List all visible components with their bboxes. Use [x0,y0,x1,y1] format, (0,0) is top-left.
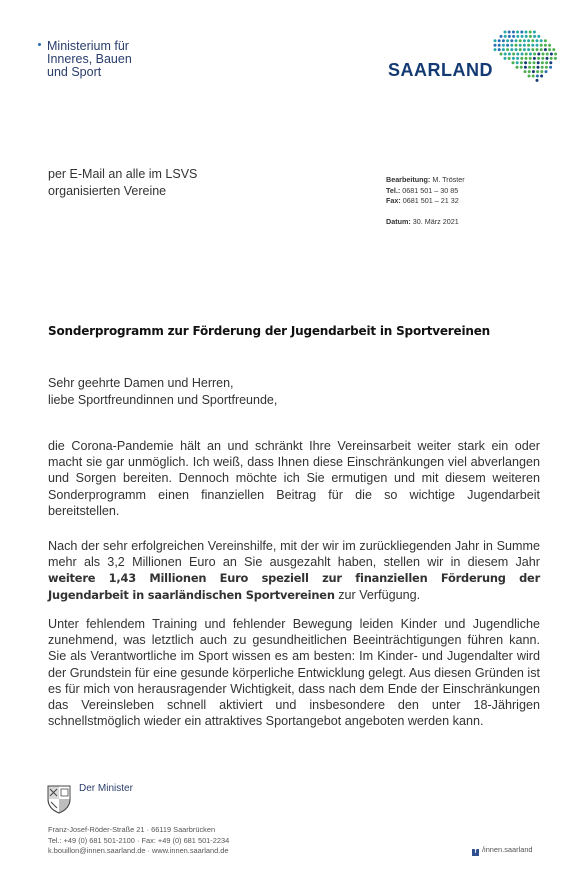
logo-dot [533,35,536,38]
logo-dot [512,53,515,56]
logo-dot [527,39,530,42]
logo-dot [506,48,509,51]
logo-dot [527,48,530,51]
logo-dot [504,57,507,60]
salutation [48,375,277,409]
logo-dot [498,48,501,51]
logo-dot [544,44,547,47]
funding-highlight: weitere 1,43 Millionen Euro speziell zur finanziellen Förderung der Jugendarbeit in saarländischen Sportvereinen [48,571,540,602]
logo-dot [533,31,536,34]
logo-dot [540,48,543,51]
logo-dot [494,39,497,42]
logo-dot [548,44,551,47]
footer-line-3[interactable]: k.bouillon@innen.saarland.de · www.innen.saarland.de [48,846,229,856]
body-paragraph-1: die Corona-Pandemie hält an und schränkt Ihre Vereinsarbeit weiter stark ein oder macht sie gar unmöglich. Ich weiß, dass Ihnen diese Einschränkungen viel abverlangen und Sorgen bereiten. Dennoch möchte ich Sie ermutigen und mit diesem weiteren Sonderprogramm einen finanziellen Beitrag für die so wichtige Jugendarbeit bereitstellen. [48,439,540,518]
logo-wordmark: SAARLAND [388,60,493,80]
logo-dot [508,31,511,34]
ministry-line-3: und Sport [47,65,102,79]
logo-dot [554,53,557,56]
logo-dot [525,35,528,38]
logo-dot [521,35,524,38]
logo-dot [542,53,545,56]
logo-dot [512,61,515,64]
logo-dot [548,48,551,51]
logo-dot [537,61,540,64]
logo-dot [510,44,513,47]
logo-dot [529,53,532,56]
logo-dot [550,53,553,56]
logo-dot [524,61,527,64]
logo-dot [504,53,507,56]
logo-dot [512,35,515,38]
logo-dot [506,44,509,47]
logo-dot [502,48,505,51]
minister-label: Der Minister [79,783,133,794]
footer-address [48,825,229,857]
logo-dot [537,66,540,69]
logo-dot [498,39,501,42]
logo-dot [537,57,540,60]
contact-processor: Bearbeitung: M. Tröster [386,175,465,184]
logo-dot [516,31,519,34]
logo-dot [508,53,511,56]
salutation-line-2: liebe Sportfreundinnen und Sportfreunde, [48,393,278,407]
bullet-dot-icon [38,43,41,46]
logo-dot [533,57,536,60]
logo-dot [525,53,528,56]
logo-dot [520,57,523,60]
logo-dot [540,70,543,73]
logo-dot [516,66,519,69]
logo-dot [500,53,503,56]
logo-dot [549,66,552,69]
logo-dot [529,35,532,38]
logo-dot [545,66,548,69]
saarland-map-dots-icon [491,28,559,84]
logo-dot [540,75,543,78]
logo-dot [519,39,522,42]
contact-date: Datum: 30. März 2021 [386,216,459,226]
logo-dot [528,75,531,78]
logo-dot [523,39,526,42]
logo-dot [523,44,526,47]
coat-of-arms-icon [46,783,72,814]
logo-dot [510,48,513,51]
logo-dot [525,57,528,60]
logo-dot [533,61,536,64]
logo-dot [532,70,535,73]
logo-dot [531,39,534,42]
salutation-line-1: Sehr geehrte Damen und Herren, [48,376,234,390]
facebook-link[interactable]: f /innen.saarland [472,845,533,856]
logo-dot [537,35,540,38]
logo-dot [552,48,555,51]
logo-dot [540,44,543,47]
logo-dot [537,53,540,56]
logo-dot [524,70,527,73]
logo-dot [536,48,539,51]
logo-dot [516,53,519,56]
footer-line-2: Tel.: +49 (0) 681 501-2100 · Fax: +49 (0) 681 501-2234 [48,835,230,845]
logo-dot [516,35,519,38]
logo-dot [512,57,515,60]
logo-dot [524,66,527,69]
logo-dot [516,57,519,60]
logo-dot [521,53,524,56]
logo-dot [508,35,511,38]
logo-dot [536,75,539,78]
logo-dot [536,79,539,82]
logo-dot [502,39,505,42]
logo-dot [528,70,531,73]
logo-dot [515,39,518,42]
logo-dot [532,66,535,69]
logo-dot [498,44,501,47]
logo-dot [515,44,518,47]
logo-dot [520,31,523,34]
logo-dot [540,39,543,42]
logo-dot [528,66,531,69]
contact-block [386,175,465,227]
ministry-line-1: Ministerium für [47,39,129,53]
recipient-line-2: organisierten Vereine [48,184,167,198]
logo-dot [546,53,549,56]
logo-dot [541,61,544,64]
body-paragraph-2: Nach der sehr erfolgreichen Vereinshilfe, mit der wir im zurückliegenden Jahr in Summe mehr als 3,2 Millionen Euro an Sie ausgezahlt haben, stellen wir in diesem Jahr weitere 1,43 Millionen Euro speziell zur finanziellen Förderung der Jugendarbeit in saarländischen Sportvereinen zur Verfügung. [48,539,540,602]
footer-line-1: Franz-Josef-Röder-Straße 21 · 66119 Saarbrücken [48,825,216,834]
saarland-logo [388,28,558,86]
logo-dot [519,48,522,51]
recipient-block [48,166,197,200]
logo-dot [545,61,548,64]
logo-dot [510,39,513,42]
logo-dot [546,57,549,60]
logo-dot [544,48,547,51]
logo-dot [529,31,532,34]
logo-dot [541,66,544,69]
logo-dot [500,35,503,38]
contact-phone: Tel.: 0681 501 – 30 85 [386,185,459,195]
facebook-icon: f [472,849,479,856]
logo-dot [523,48,526,51]
letter-subject: Sonderprogramm zur Förderung der Jugendarbeit in Sportvereinen [48,324,491,338]
logo-dot [549,61,552,64]
logo-dot [504,31,507,34]
logo-dot [515,48,518,51]
logo-dot [529,57,532,60]
logo-dot [520,66,523,69]
logo-dot [550,57,553,60]
logo-dot [504,35,507,38]
logo-dot [541,57,544,60]
logo-dot [527,44,530,47]
logo-dot [544,39,547,42]
logo-dot [533,53,536,56]
logo-dot [520,61,523,64]
logo-dot [494,44,497,47]
ministry-line-2: Inneres, Bauen [47,52,132,66]
logo-dot [536,70,539,73]
logo-dot [528,61,531,64]
logo-dot [536,44,539,47]
logo-dot [536,39,539,42]
logo-dot [532,75,535,78]
logo-dot [531,44,534,47]
body-paragraph-3: Unter fehlendem Training und fehlender Bewegung leiden Kinder und Jugendliche zunehmend, was letztlich auch zu gesundheitlichen Beeinträchtigungen führen kann. Sie als Verantwortliche im Sport wissen es am besten: Im Kinder- und Jugendalter wird der Grundstein für eine gesunde körperliche Entwicklung gelegt. Aus diesen Gründen ist es für mich von herausragender Wichtigkeit, dass nach dem Ende der Einschränkungen das Vereinsleben schnell aktiviert und insbesondere den unter 18-Jährigen schnellstmöglich wieder ein attraktives Sportangebot angeboten werden kann. [48,617,540,729]
logo-dot [545,70,548,73]
logo-dot [512,31,515,34]
logo-dot [516,61,519,64]
logo-dot [508,57,511,60]
logo-dot [502,44,505,47]
logo-dot [494,48,497,51]
contact-fax: Fax: 0681 501 – 21 32 [386,196,459,206]
logo-dot [519,44,522,47]
logo-dot [554,57,557,60]
logo-dot [531,48,534,51]
recipient-line-1: per E-Mail an alle im LSVS [48,167,198,181]
logo-dot [525,31,528,34]
logo-dot [506,39,509,42]
